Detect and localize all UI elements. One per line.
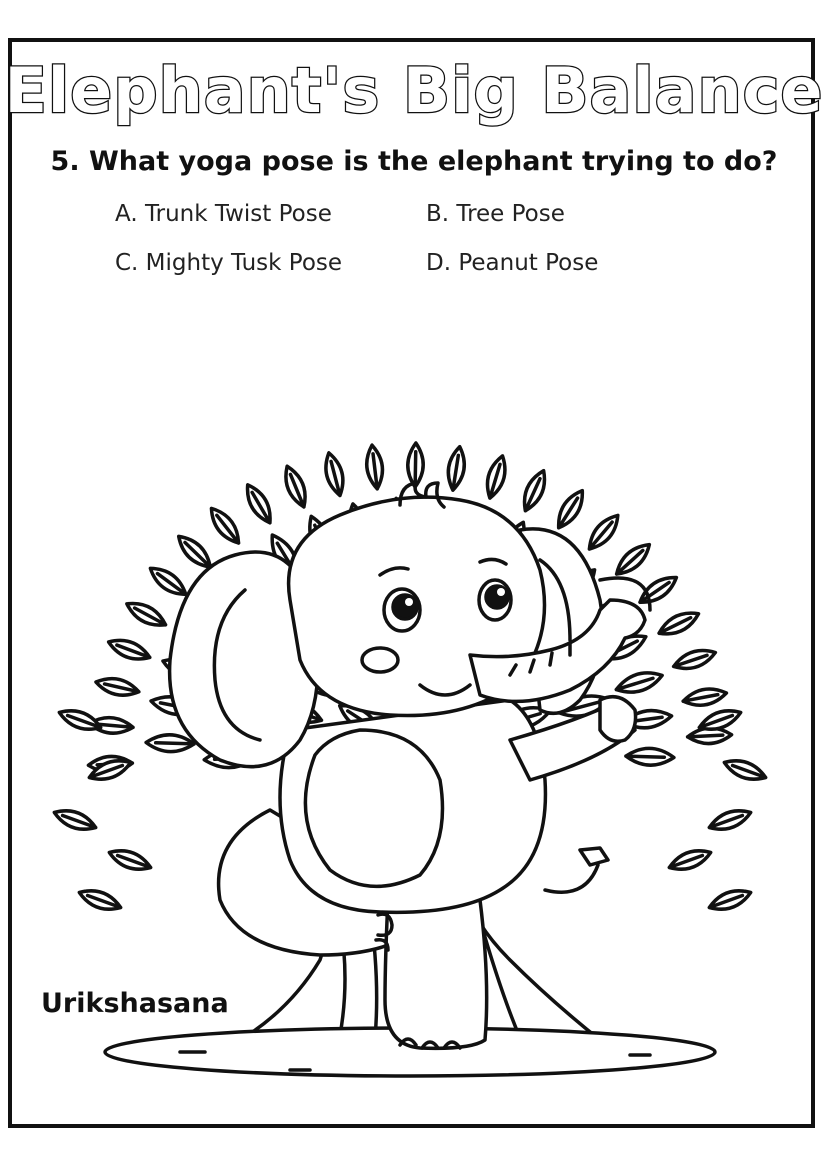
leaf-shape: [722, 755, 769, 785]
elephant-icon: [170, 483, 650, 1048]
coloring-illustration: [40, 300, 788, 1100]
pose-caption: Urikshasana: [41, 988, 229, 1019]
leaf-shape: [707, 805, 754, 835]
leaf-shape: [707, 885, 754, 915]
leaf-shape: [611, 539, 654, 580]
leaf-shape: [146, 562, 191, 600]
leaf-shape: [280, 463, 311, 510]
leaf-shape: [146, 734, 194, 752]
leaf-shape: [584, 510, 624, 554]
option-d[interactable]: D. Peanut Pose: [426, 250, 599, 276]
leaf-shape: [656, 607, 702, 640]
leaf-shape: [667, 845, 714, 875]
option-a[interactable]: A. Trunk Twist Pose: [115, 201, 332, 227]
leaf-shape: [626, 748, 674, 766]
page-title: Elephant's Big Balance: [4, 54, 824, 127]
leaf-shape: [107, 845, 154, 875]
leaf-shape: [614, 667, 665, 697]
leaf-shape: [518, 467, 550, 513]
question-text: 5. What yoga pose is the elephant trying to do?: [50, 146, 778, 177]
leaf-shape: [94, 675, 140, 700]
leaf-shape: [77, 885, 124, 915]
leaf-shape: [671, 645, 718, 674]
leaf-shape: [241, 481, 276, 527]
leaf-shape: [205, 504, 244, 548]
leaf-shape: [364, 444, 385, 490]
leaf-shape: [636, 571, 681, 608]
option-c[interactable]: C. Mighty Tusk Pose: [115, 250, 343, 276]
leaf-shape: [52, 805, 99, 835]
leaf-shape: [106, 635, 153, 665]
leaf-shape: [123, 597, 169, 631]
leaf-shape: [552, 486, 589, 531]
leaf-shape: [445, 445, 467, 491]
leaf-shape: [407, 443, 423, 487]
option-b[interactable]: B. Tree Pose: [426, 201, 565, 227]
leaf-shape: [682, 685, 728, 708]
leaf-shape: [483, 454, 510, 501]
leaf-shape: [321, 451, 347, 497]
